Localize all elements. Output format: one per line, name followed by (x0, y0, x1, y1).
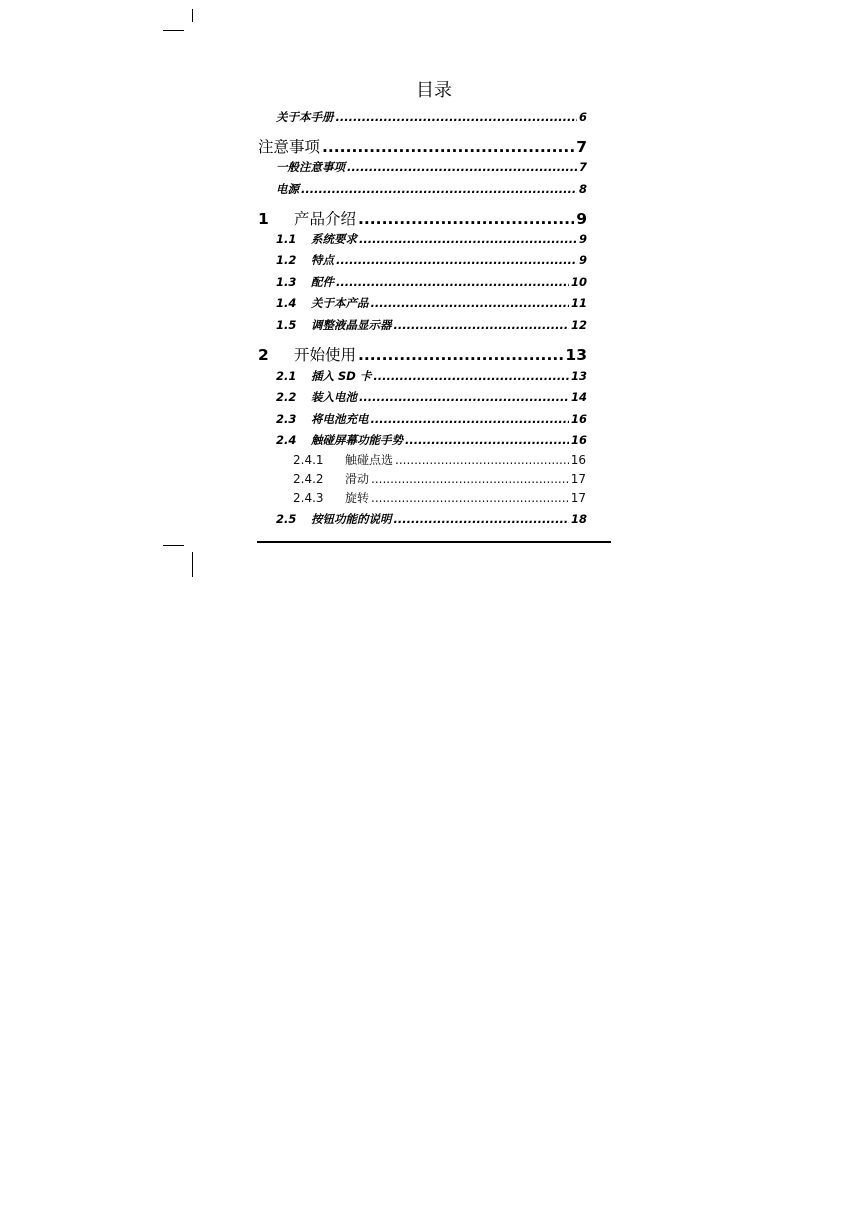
toc-entry-page: 16 (570, 433, 587, 447)
toc-entry-label: 产品介绍 (294, 210, 357, 228)
toc-entry-label: 触碰屏幕功能手势 (311, 433, 403, 447)
toc-entry-label: 系统要求 (311, 232, 357, 246)
toc-entry-number: 1.1 (276, 232, 297, 246)
toc-entry-page: 16 (570, 412, 587, 426)
toc-entry[interactable] (258, 135, 587, 155)
toc-entry-number: 2.3 (276, 412, 297, 426)
crop-mark-top-horizontal (163, 30, 184, 31)
toc-dot-leader (359, 232, 577, 246)
toc-entry-label: 插入 SD 卡 (311, 369, 372, 383)
toc-entry-label: 注意事项 (258, 138, 321, 156)
toc-entry[interactable] (276, 181, 587, 197)
toc-entry[interactable] (258, 207, 587, 227)
toc-entry[interactable] (276, 368, 587, 384)
toc-dot-leader (394, 318, 569, 332)
toc-entry-number: 2.4 (276, 433, 297, 447)
toc-entry-label: 触碰点选 (345, 453, 394, 467)
toc-dot-leader (347, 160, 577, 174)
toc-entry-number: 2.4.2 (293, 472, 324, 486)
toc-entry-label: 一般注意事项 (276, 160, 345, 174)
toc-entry-page: 7 (578, 160, 587, 174)
toc-dot-leader (358, 346, 563, 364)
toc-entry[interactable] (293, 451, 586, 467)
toc-entry[interactable] (276, 389, 587, 405)
toc-entry[interactable] (276, 511, 587, 527)
toc-entry-page: 9 (578, 253, 587, 267)
toc-entry-page: 18 (570, 512, 587, 526)
toc-entry[interactable] (276, 159, 587, 175)
toc-entry[interactable] (276, 432, 587, 448)
toc-entry[interactable] (276, 317, 587, 333)
toc-entry[interactable] (276, 231, 587, 247)
bottom-rule (257, 541, 611, 543)
toc-entry[interactable] (276, 274, 587, 290)
toc-entry-number: 2 (258, 346, 269, 364)
toc-dot-leader (373, 369, 569, 383)
toc-dot-leader (405, 433, 569, 447)
toc-dot-leader (394, 512, 569, 526)
toc-dot-leader (395, 453, 569, 467)
toc-dot-leader (336, 275, 569, 289)
toc-title: 目录 (416, 80, 452, 101)
crop-mark-top-vertical (192, 9, 193, 22)
toc-dot-leader (371, 296, 569, 310)
toc-entry-label: 配件 (311, 275, 334, 289)
toc-entry-label: 特点 (311, 253, 334, 267)
toc-entry-label: 电源 (276, 182, 299, 196)
toc-entry-page: 14 (570, 390, 587, 404)
toc-dot-leader (359, 390, 569, 404)
toc-entry-page: 13 (565, 346, 587, 364)
toc-entry[interactable] (276, 252, 587, 268)
toc-entry-number: 2.5 (276, 512, 297, 526)
toc-entry-page: 12 (570, 318, 587, 332)
toc-dot-leader (322, 138, 574, 156)
toc-entry-number: 1.4 (276, 296, 297, 310)
toc-entry-page: 16 (570, 453, 586, 467)
toc-entry-number: 2.1 (276, 369, 297, 383)
toc-entry-label: 将电池充电 (311, 412, 369, 426)
toc-entry-number: 1.2 (276, 253, 297, 267)
toc-entry-label: 关于本产品 (311, 296, 369, 310)
crop-mark-bottom-horizontal (163, 545, 184, 546)
crop-mark-bottom-vertical (192, 552, 193, 577)
toc-entry-label: 旋转 (345, 491, 370, 505)
toc-entry-number: 2.2 (276, 390, 297, 404)
toc-entry-number: 2.4.1 (293, 453, 324, 467)
toc-entry-label: 装入电池 (311, 390, 357, 404)
toc-entry-number: 2.4.3 (293, 491, 324, 505)
toc-entry-number: 1 (258, 210, 269, 228)
toc-entry-page: 7 (576, 138, 587, 156)
toc-entry[interactable] (276, 109, 587, 125)
toc-entry-page: 17 (570, 491, 586, 505)
toc-entry-page: 17 (570, 472, 586, 486)
toc-dot-leader (371, 491, 569, 505)
toc-entry[interactable] (258, 343, 587, 363)
toc-entry[interactable] (276, 295, 587, 311)
toc-entry-label: 开始使用 (294, 346, 357, 364)
toc-entry-label: 关于本手册 (276, 110, 334, 124)
toc-entry-page: 13 (570, 369, 587, 383)
toc-dot-leader (301, 182, 577, 196)
toc-entry-page: 11 (570, 296, 587, 310)
toc-entry-page: 9 (576, 210, 587, 228)
toc-entry-page: 9 (578, 232, 587, 246)
toc-entry[interactable] (293, 489, 586, 505)
toc-entry[interactable] (293, 470, 586, 486)
toc-entry-number: 1.3 (276, 275, 297, 289)
toc-entry-number: 1.5 (276, 318, 297, 332)
toc-entry-label: 按钮功能的说明 (311, 512, 392, 526)
toc-dot-leader (336, 253, 577, 267)
toc-entry-page: 6 (578, 110, 587, 124)
toc-entry-page: 10 (570, 275, 587, 289)
toc-dot-leader (371, 472, 569, 486)
toc-entry[interactable] (276, 411, 587, 427)
toc-entry-page: 8 (578, 182, 587, 196)
toc-dot-leader (336, 110, 577, 124)
toc-entry-label: 调整液晶显示器 (311, 318, 392, 332)
toc-entry-label: 滑动 (345, 472, 370, 486)
toc-dot-leader (358, 210, 574, 228)
toc-dot-leader (371, 412, 569, 426)
